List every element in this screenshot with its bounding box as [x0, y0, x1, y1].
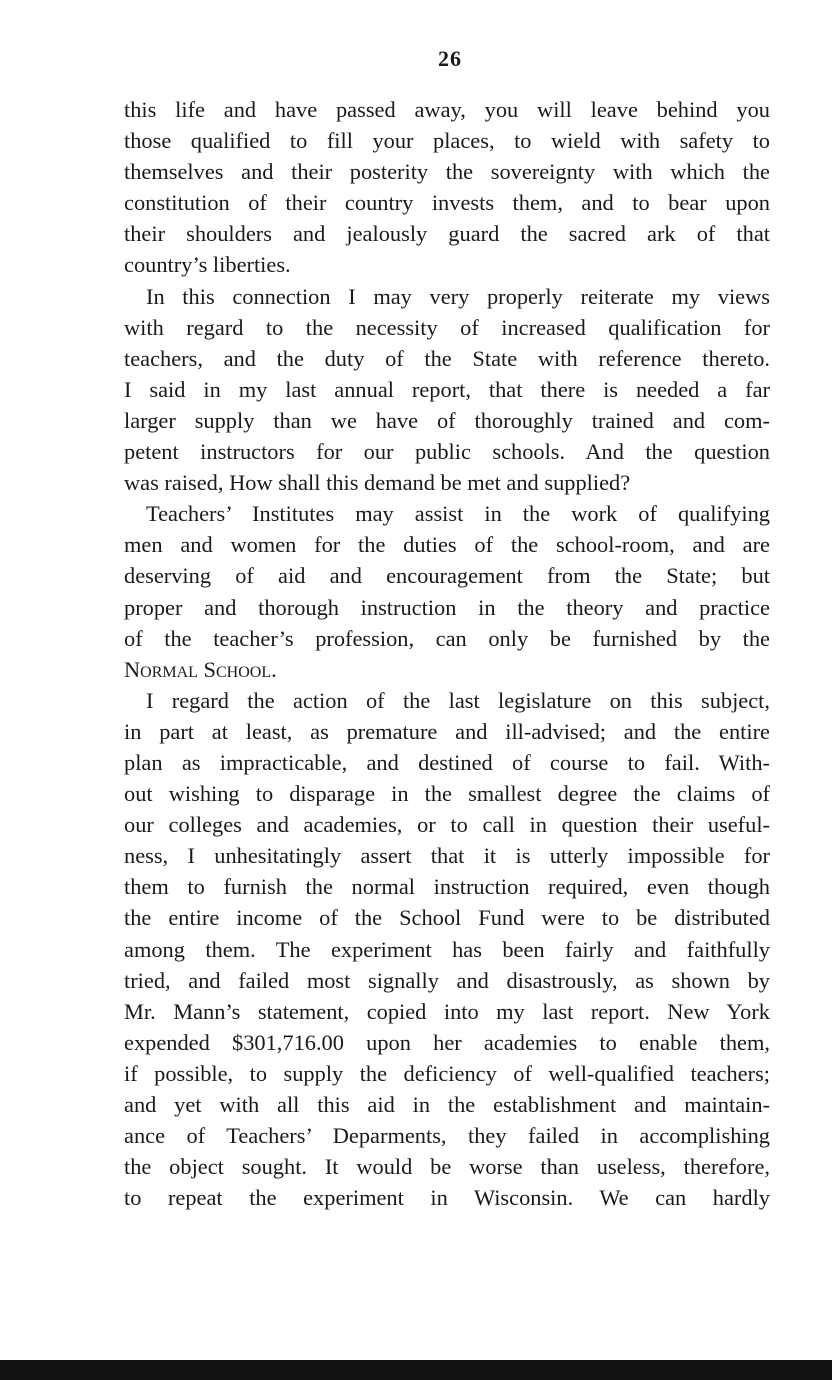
paragraph: [124, 685, 770, 1214]
text-line: those qualified to fill your places, to wield with safety to: [124, 128, 770, 154]
text-line: the object sought. It would be worse than useless, therefore,: [124, 1154, 770, 1180]
text-line: ance of Teachers’ Deparments, they failed in accomplishing: [124, 1123, 770, 1149]
text-line: expended $301,716.00 upon her academies to enable them,: [124, 1029, 770, 1055]
text-line: plan as impracticable, and destined of course to fail. With-: [124, 749, 770, 775]
text-line: the entire income of the School Fund were to be distributed: [124, 905, 770, 931]
text-line: to repeat the experiment in Wisconsin. We can hardly: [124, 1185, 770, 1211]
page-number: 26: [438, 46, 462, 71]
text-line: men and women for the duties of the school-room, and are: [124, 532, 770, 558]
text-line: country’s liberties.: [124, 252, 291, 278]
body-text: [124, 94, 770, 1213]
text-line: and yet with all this aid in the establishment and maintain-: [124, 1092, 770, 1117]
text-line: larger supply than we have of thoroughly trained and com-: [124, 407, 770, 433]
text-line: Mr. Mann’s statement, copied into my last report. New York: [124, 998, 770, 1024]
text-line: constitution of their country invests them, and to bear upon: [124, 190, 770, 216]
text-line: proper and thorough instruction in the theory and practice: [124, 594, 770, 620]
page-bottom-edge: [0, 1360, 832, 1380]
text-line: of the teacher’s profession, can only be furnished by the: [124, 625, 770, 651]
text-line: teachers, and the duty of the State with reference thereto.: [124, 345, 770, 371]
text-line: Normal School.: [124, 656, 277, 682]
text-line: out wishing to disparage in the smallest degree the claims of: [124, 781, 770, 807]
text-line: Teachers’ Institutes may assist in the work of qualifying: [146, 501, 770, 527]
text-line: in part at least, as premature and ill-advised; and the entire: [124, 718, 770, 744]
text-line: tried, and failed most signally and disastrously, as shown by: [124, 967, 770, 993]
text-line: In this connection I may very properly reiterate my views: [146, 283, 770, 309]
text-line: with regard to the necessity of increased qualification for: [124, 314, 770, 340]
text-line: I regard the action of the last legislature on this subject,: [146, 687, 770, 713]
text-line: petent instructors for our public schools. And the question: [124, 439, 770, 465]
text-line: their shoulders and jealously guard the sacred ark of that: [124, 221, 770, 247]
text-line: ness, I unhesitatingly assert that it is utterly impossible for: [124, 843, 770, 869]
text-line: among them. The experiment has been fairly and faithfully: [124, 936, 770, 962]
text-line: our colleges and academies, or to call in question their useful-: [124, 812, 770, 838]
text-line: themselves and their posterity the sovereignty with which the: [124, 159, 770, 185]
text-line: was raised, How shall this demand be met and supplied?: [124, 470, 631, 496]
text-line: them to furnish the normal instruction required, even though: [124, 874, 770, 900]
text-line: I said in my last annual report, that there is needed a far: [124, 376, 770, 402]
paragraph: [124, 498, 770, 685]
text-line: deserving of aid and encouragement from the State; but: [124, 563, 770, 589]
paragraph: [124, 94, 770, 281]
paragraph: [124, 281, 770, 499]
text-line: this life and have passed away, you will leave behind you: [124, 97, 770, 122]
text-line: if possible, to supply the deficiency of well-qualified teachers;: [124, 1060, 770, 1086]
